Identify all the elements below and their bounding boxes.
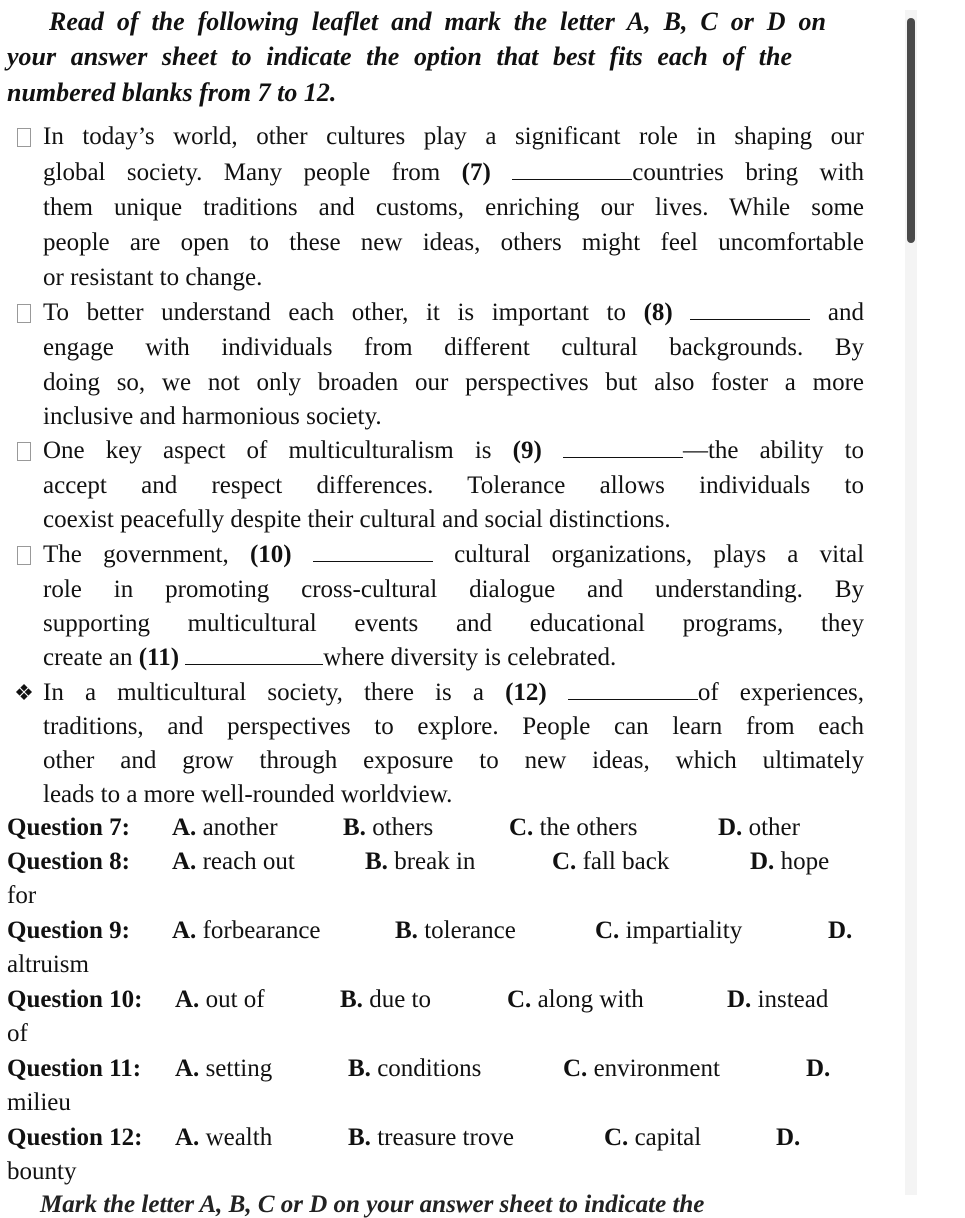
cut-off-next-instruction bbox=[40, 1191, 900, 1218]
question-10 bbox=[0, 982, 922, 1018]
p5-line-1a: In a multicultural society, there is a bbox=[43, 679, 484, 706]
bullet-box-icon bbox=[11, 296, 37, 330]
question-label: Question 11: bbox=[7, 1055, 142, 1082]
option-text: tolerance bbox=[424, 917, 516, 944]
option-key: D. bbox=[806, 1055, 831, 1082]
blank-12 bbox=[568, 677, 698, 700]
option-d[interactable] bbox=[776, 1120, 800, 1156]
question-12 bbox=[0, 1120, 922, 1156]
option-a[interactable] bbox=[172, 810, 278, 846]
p3-line-2: accept and respect differences. Tolerance allows individuals to bbox=[43, 472, 864, 499]
option-text: wealth bbox=[205, 1124, 273, 1151]
p5-line-3: other and grow through exposure to new ideas, which ultimately bbox=[43, 747, 864, 774]
instruction-line-1: Read of the following leaflet and mark the letter A, B, C or D on bbox=[49, 7, 826, 36]
option-a[interactable] bbox=[175, 1120, 272, 1156]
option-text: others bbox=[372, 814, 434, 841]
p1-line-3: them unique traditions and customs, enriching our lives. While some bbox=[43, 194, 864, 221]
blank-label-9: (9) bbox=[512, 437, 542, 464]
option-text: out of bbox=[205, 986, 265, 1013]
question-label: Question 8: bbox=[7, 848, 130, 875]
option-key: B. bbox=[395, 917, 418, 944]
option-c[interactable] bbox=[563, 1051, 720, 1087]
option-a[interactable] bbox=[175, 982, 265, 1018]
option-key: D. bbox=[750, 848, 775, 875]
p2-line-3: doing so, we not only broaden our perspectives but also foster a more bbox=[43, 369, 864, 396]
blank-9 bbox=[563, 435, 683, 458]
option-key: C. bbox=[552, 848, 577, 875]
option-c[interactable] bbox=[595, 913, 742, 949]
option-text: the others bbox=[539, 814, 638, 841]
option-d-wrap: bounty bbox=[7, 1158, 77, 1185]
p4-line-1b: cultural organizations, plays a vital bbox=[454, 541, 865, 568]
option-text: fall back bbox=[582, 848, 670, 875]
option-text: environment bbox=[593, 1055, 720, 1082]
p4-line-4a: create an bbox=[43, 644, 133, 671]
p4-line-2: role in promoting cross-cultural dialogue and understanding. By bbox=[43, 576, 864, 603]
option-key: C. bbox=[509, 814, 534, 841]
instruction-line-2: your answer sheet to indicate the option that best fits each of the bbox=[7, 42, 792, 71]
option-b[interactable] bbox=[395, 913, 516, 949]
option-d-wrap: altruism bbox=[7, 951, 89, 978]
question-label: Question 7: bbox=[7, 814, 130, 841]
p1-line-4: people are open to these new ideas, others might feel uncomfortable bbox=[43, 229, 864, 256]
option-b[interactable] bbox=[340, 982, 431, 1018]
p5-line-1b: of experiences, bbox=[697, 679, 865, 706]
option-key: B. bbox=[365, 848, 388, 875]
p2-line-1b: and bbox=[827, 299, 865, 326]
option-text: forbearance bbox=[202, 917, 321, 944]
option-d-wrap: for bbox=[7, 882, 37, 909]
option-key: A. bbox=[172, 848, 197, 875]
option-key: C. bbox=[563, 1055, 588, 1082]
option-text: treasure trove bbox=[377, 1124, 514, 1151]
p1-line-5: or resistant to change. bbox=[43, 264, 263, 291]
option-key: A. bbox=[175, 986, 200, 1013]
p3-line-1a: One key aspect of multiculturalism is bbox=[43, 437, 492, 464]
question-8 bbox=[0, 844, 922, 880]
p3-line-3: coexist peacefully despite their cultural and social distinctions. bbox=[43, 506, 671, 533]
option-key: D. bbox=[718, 814, 743, 841]
bullet-box-icon bbox=[11, 120, 37, 154]
option-text: reach out bbox=[202, 848, 295, 875]
option-text: setting bbox=[205, 1055, 273, 1082]
p5-line-2: traditions, and perspectives to explore. People can learn from each bbox=[43, 713, 864, 740]
option-key: A. bbox=[175, 1124, 200, 1151]
option-key: A. bbox=[175, 1055, 200, 1082]
option-key: A. bbox=[172, 814, 197, 841]
option-text: instead bbox=[757, 986, 829, 1013]
option-key: C. bbox=[507, 986, 532, 1013]
p2-line-1a: To better understand each other, it is important to bbox=[43, 299, 626, 326]
p4-line-3: supporting multicultural events and educational programs, they bbox=[43, 610, 864, 637]
blank-8 bbox=[690, 297, 810, 320]
question-11 bbox=[0, 1051, 922, 1087]
option-text: hope bbox=[780, 848, 830, 875]
option-key: B. bbox=[348, 1124, 371, 1151]
option-c[interactable] bbox=[604, 1120, 701, 1156]
p4-line-4b: where diversity is celebrated. bbox=[323, 644, 617, 671]
blank-label-8: (8) bbox=[643, 299, 673, 326]
question-9 bbox=[0, 913, 922, 949]
option-b[interactable] bbox=[348, 1120, 514, 1156]
option-d[interactable] bbox=[806, 1051, 830, 1087]
option-c[interactable] bbox=[507, 982, 644, 1018]
option-b[interactable] bbox=[343, 810, 433, 846]
p2-line-2: engage with individuals from different cultural backgrounds. By bbox=[43, 334, 864, 361]
blank-11 bbox=[185, 642, 323, 665]
diamond-bullet-icon: ❖ bbox=[14, 680, 34, 705]
option-d[interactable] bbox=[727, 982, 828, 1018]
option-d-wrap: milieu bbox=[7, 1089, 71, 1116]
option-key: D. bbox=[727, 986, 752, 1013]
option-d[interactable] bbox=[718, 810, 800, 846]
option-d-wrap: of bbox=[7, 1020, 28, 1047]
blank-label-7: (7) bbox=[461, 159, 491, 186]
option-d[interactable] bbox=[750, 844, 829, 880]
cut-off-text: Mark the letter A, B, C or D on your answer sheet to indicate the bbox=[40, 1191, 705, 1218]
blank-label-12: (12) bbox=[505, 679, 547, 706]
option-key: B. bbox=[348, 1055, 371, 1082]
option-key: B. bbox=[343, 814, 366, 841]
option-key: A. bbox=[172, 917, 197, 944]
option-text: capital bbox=[634, 1124, 702, 1151]
question-7 bbox=[0, 810, 922, 846]
option-c[interactable] bbox=[509, 810, 637, 846]
blank-10 bbox=[313, 539, 433, 562]
option-a[interactable] bbox=[172, 913, 321, 949]
option-a[interactable] bbox=[172, 844, 295, 880]
option-text: break in bbox=[394, 848, 476, 875]
p2-line-4: inclusive and harmonious society. bbox=[43, 403, 382, 430]
option-text: due to bbox=[369, 986, 431, 1013]
blank-label-11: (11) bbox=[138, 644, 180, 671]
option-b[interactable] bbox=[348, 1051, 481, 1087]
option-text: another bbox=[202, 814, 278, 841]
option-key: C. bbox=[604, 1124, 629, 1151]
question-label: Question 9: bbox=[7, 917, 130, 944]
p1-line-2a: global society. Many people from bbox=[43, 159, 441, 186]
option-text: along with bbox=[537, 986, 644, 1013]
p5-line-4: leads to a more well-rounded worldview. bbox=[43, 781, 453, 808]
blank-label-10: (10) bbox=[249, 541, 292, 568]
option-key: B. bbox=[340, 986, 363, 1013]
option-key: C. bbox=[595, 917, 620, 944]
option-c[interactable] bbox=[552, 844, 669, 880]
option-text: conditions bbox=[377, 1055, 482, 1082]
option-text: impartiality bbox=[625, 917, 743, 944]
bullet-box-icon bbox=[11, 434, 37, 468]
p1-line-2b: countries bring with bbox=[632, 159, 864, 186]
p4-line-1a: The government, bbox=[43, 541, 229, 568]
p3-line-1b: —the ability to bbox=[682, 437, 865, 464]
p1-line-1: In today’s world, other cultures play a significant role in shaping our bbox=[43, 123, 864, 150]
option-d[interactable] bbox=[828, 913, 852, 949]
blank-7 bbox=[512, 157, 632, 180]
question-label: Question 12: bbox=[7, 1124, 143, 1151]
option-key: D. bbox=[776, 1124, 801, 1151]
bullet-box-icon bbox=[11, 538, 37, 572]
option-a[interactable] bbox=[175, 1051, 272, 1087]
option-b[interactable] bbox=[365, 844, 475, 880]
option-text: other bbox=[748, 814, 800, 841]
option-key: D. bbox=[828, 917, 853, 944]
question-label: Question 10: bbox=[7, 986, 143, 1013]
instruction-line-3: numbered blanks from 7 to 12. bbox=[7, 78, 337, 107]
